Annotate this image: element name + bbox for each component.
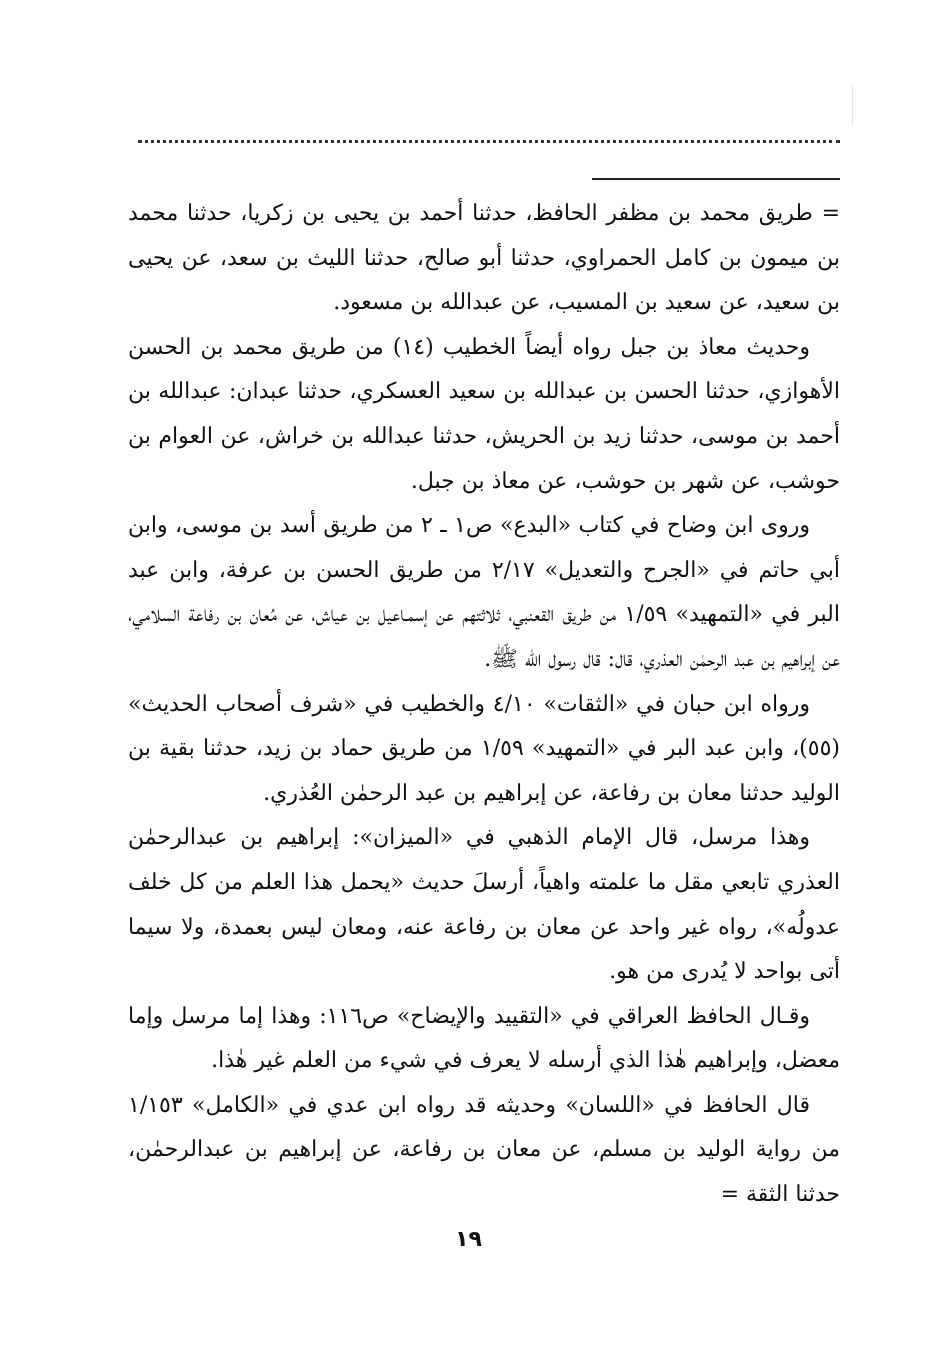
page-number: ١٩ bbox=[455, 1227, 482, 1252]
paragraph-1: = طريق محمد بن مظفر الحافظ، حدثنا أحمد بن يحيى بن زكريا، حدثنا محمد بن ميمون بن كامل الحمراوي، حدثنا أبو صالح، حدثنا الليث بن سعد، عن يحيى بن سعيد، عن سعيد بن المسيب، عن عبدالله بن مسعود. bbox=[128, 201, 840, 316]
footnote-text-block bbox=[128, 192, 840, 1218]
paragraph-5: وهذا مرسل، قال الإمام الذهبي في «الميزان»: إبراهيم بن عبدالرحمٰن العذري تابعي مقل ما علمته واهياً، أرسلَ حديث «يحمل هذا العلم من كل خلف عدولُه»، رواه غير واحد عن معان بن رفاعة عنه، ومعان ليس بعمدة، ولا سيما أتى بواحد لا يُدرى من هو. bbox=[128, 825, 840, 985]
paragraph-2: وحديث معاذ بن جبل رواه أيضاً الخطيب (١٤) من طريق محمد بن الحسن الأهوازي، حدثنا الحسن بن عبدالله بن سعيد العسكري، حدثنا عبدان: عبدالله بن أحمد بن موسى، حدثنا زيد بن الحريش، حدثنا عبدالله بن خراش، عن العوام بن حوشب، عن شهر بن حوشب، عن معاذ بن جبل. bbox=[128, 334, 840, 494]
scan-margin-mark bbox=[852, 85, 853, 125]
paragraph-7: قال الحافظ في «اللسان» وحديثه قد رواه ابن عدي في «الكامل» ١/١٥٣ من رواية الوليد بن مسلم، عن معان بن رفاعة، عن إبراهيم بن عبدالرحمٰن، حدثنا الثقة = bbox=[128, 1092, 840, 1208]
footnote-separator-rule bbox=[592, 178, 840, 180]
paragraph-3: وروى ابن وضاح في كتاب «البدع» ص١ ـ ٢ من طريق أسد بن موسى، وابن أبي حاتم في «الجرح والتعديل» ٢/١٧ من طريق الحسن بن عرفة، وابن عبد البر في «التمهيد» ١/٥٩ من طريق القعنبي، ثلاثتهم عن إسمـاعيل بن عياش، عن مُعان بن رفاعة السلامي، عن إبراهيم بن عبد الرحمٰن العذري، قال: قال رسول الله ﷺ. bbox=[128, 513, 840, 672]
paragraph-4: ورواه ابن حبان في «الثقات» ٤/١٠ والخطيب في «شرف أصحاب الحديث» (٥٥)، وابن عبد البر في «التمهيد» ١/٥٩ من طريق حماد بن زيد، حدثنا بقية بن الوليد حدثنا معان بن رفاعة، عن إبراهيم بن عبد الرحمٰن العُذري. bbox=[128, 691, 840, 806]
header-dotted-rule bbox=[138, 140, 840, 143]
paragraph-6: وقـال الحافظ العراقي في «التقييد والإيضاح» ص١١٦: وهذا إما مرسل وإما معضل، وإبراهيم هٰذا الذي أرسله لا يعرف في شيء من العلم غير هٰذا. bbox=[128, 1003, 840, 1074]
